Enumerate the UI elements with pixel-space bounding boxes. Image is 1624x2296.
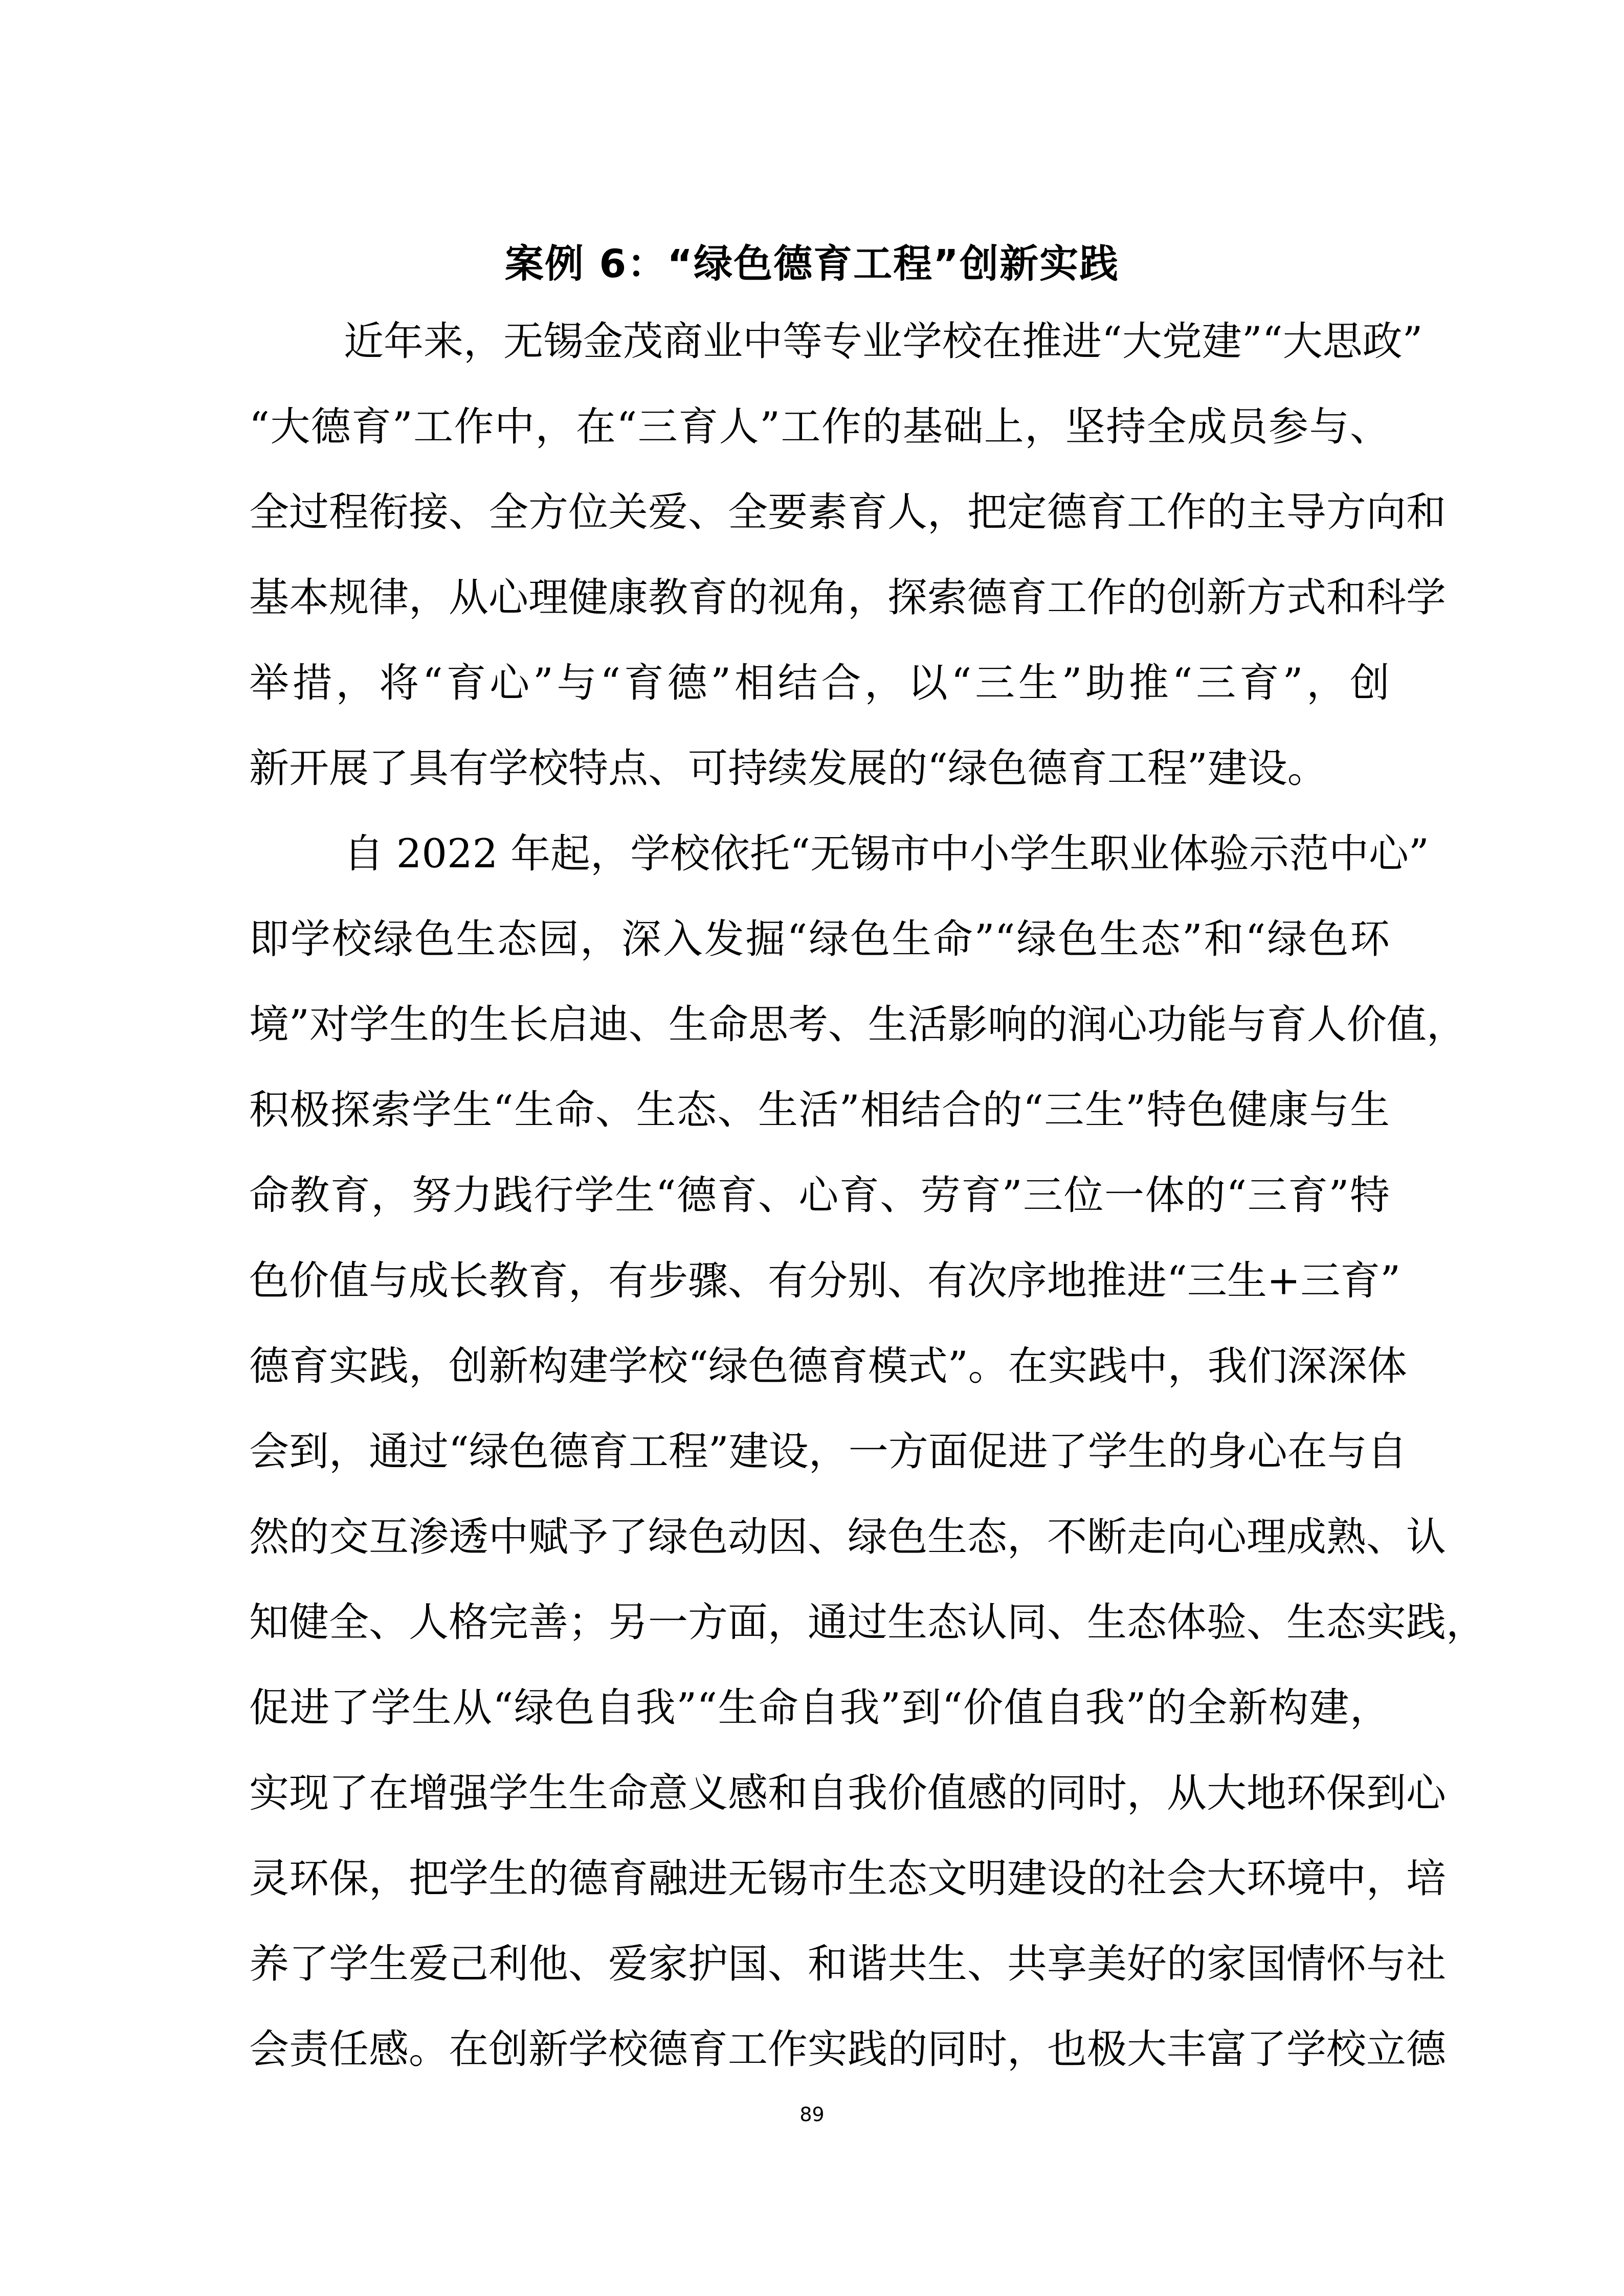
text-line: 会到，通过“绿色德育工程”建设，一方面促进了学生的身心在与自	[249, 1429, 1407, 1475]
text-line: 命教育，努力践行学生“德育、心育、劳育”三位一体的“三育”特	[249, 1173, 1390, 1219]
body-text	[249, 299, 1486, 2092]
text-line: 养了学生爱己利他、爱家护国、和谐共生、共享美好的家国情怀与社	[249, 1941, 1447, 1987]
text-line: 基本规律，从心理健康教育的视角，探索德育工作的创新方式和科学	[249, 575, 1447, 621]
paragraph-intro	[249, 299, 1447, 812]
text-line: 近年来，无锡金茂商业中等专业学校在推进“大党建”“大思政”	[344, 319, 1423, 365]
text-line: 举措，将“育心”与“育德”相结合，以“三生”助推“三育”，创	[249, 660, 1390, 706]
text-line: “大德育”工作中，在“三育人”工作的基础上，坚持全成员参与、	[249, 404, 1390, 450]
text-line: 促进了学生从“绿色自我”“生命自我”到“价值自我”的全新构建，	[249, 1685, 1390, 1731]
page-number: 89	[799, 2103, 825, 2126]
text-line: 即学校绿色生态园，深入发掘“绿色生命”“绿色生态”和“绿色环	[249, 916, 1390, 962]
text-line: 自 2022 年起，学校依托“无锡市中小学生职业体验示范中心”	[344, 831, 1429, 877]
text-line: 积极探索学生“生命、生态、生活”相结合的“三生”特色健康与生	[249, 1087, 1390, 1133]
text-line: 全过程衔接、全方位关爱、全要素育人，把定德育工作的主导方向和	[249, 489, 1447, 535]
text-line: 新开展了具有学校特点、可持续发展的“绿色德育工程”建设。	[249, 746, 1327, 792]
text-line: 境”对学生的生长启迪、生命思考、生活影响的润心功能与育人价值，	[249, 1002, 1466, 1048]
text-line: 色价值与成长教育，有步骤、有分别、有次序地推进“三生+三育”	[249, 1258, 1401, 1304]
text-line: 知健全、人格完善；另一方面，通过生态认同、生态体验、生态实践，	[249, 1600, 1486, 1646]
text-line: 会责任感。在创新学校德育工作实践的同时，也极大丰富了学校立德	[249, 2027, 1447, 2073]
paragraph-practice	[249, 812, 1486, 2092]
text-line: 然的交互渗透中赋予了绿色动因、绿色生态，不断走向心理成熟、认	[249, 1514, 1447, 1560]
page-title: 案例 6：“绿色德育工程”创新实践	[504, 240, 1120, 286]
text-line: 灵环保，把学生的德育融进无锡市生态文明建设的社会大环境中，培	[249, 1856, 1447, 1902]
text-line: 德育实践，创新构建学校“绿色德育模式”。在实践中，我们深深体	[249, 1343, 1407, 1389]
text-line: 实现了在增强学生生命意义感和自我价值感的同时，从大地环保到心	[249, 1770, 1447, 1816]
